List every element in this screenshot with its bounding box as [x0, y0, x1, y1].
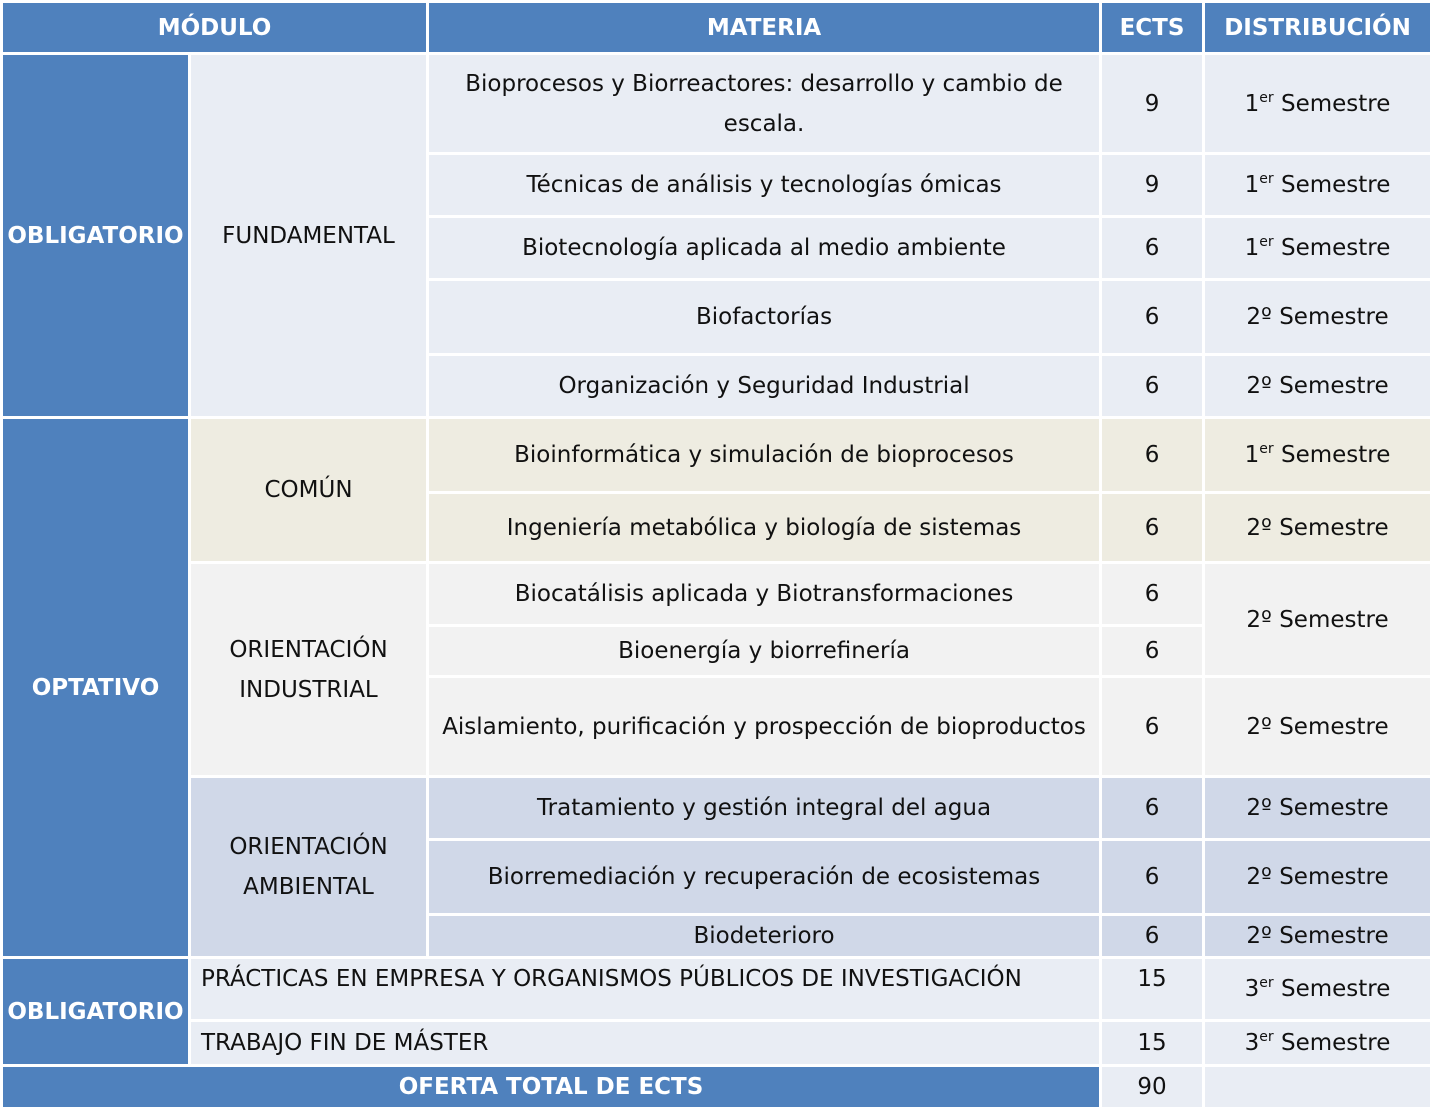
- ects-cell: 6: [1101, 493, 1204, 563]
- semestre-cell: 3er Semestre: [1204, 958, 1430, 1021]
- semestre-cell: 3er Semestre: [1204, 1021, 1430, 1066]
- table-row: [2, 777, 1430, 840]
- materia-cell: PRÁCTICAS EN EMPRESA Y ORGANISMOS PÚBLICOS DE INVESTIGACIÓN: [190, 958, 1101, 1021]
- ects-cell: 6: [1101, 777, 1204, 840]
- semestre-cell: 2º Semestre: [1204, 777, 1430, 840]
- ects-cell: 6: [1101, 355, 1204, 418]
- materia-cell: TRABAJO FIN DE MÁSTER: [190, 1021, 1101, 1066]
- group-orientacion-industrial: ORIENTACIÓN INDUSTRIAL: [190, 563, 428, 777]
- ects-cell: 6: [1101, 217, 1204, 280]
- section-optativo: OPTATIVO: [2, 418, 190, 958]
- table-row: [2, 418, 1430, 493]
- table-row: [2, 563, 1430, 626]
- semestre-cell: 2º Semestre: [1204, 677, 1430, 777]
- total-empty-cell: [1204, 1066, 1430, 1109]
- semestre-cell: 1er Semestre: [1204, 217, 1430, 280]
- semestre-cell: 2º Semestre: [1204, 915, 1430, 958]
- materia-cell: Biodeterioro: [428, 915, 1101, 958]
- ects-cell: 6: [1101, 563, 1204, 626]
- semestre-cell: 2º Semestre: [1204, 563, 1430, 677]
- table-row: [2, 1021, 1430, 1066]
- semestre-cell: 1er Semestre: [1204, 54, 1430, 154]
- header-ects: ECTS: [1101, 2, 1204, 54]
- ects-cell: 6: [1101, 280, 1204, 355]
- ects-cell: 6: [1101, 915, 1204, 958]
- materia-cell: Ingeniería metabólica y biología de sistemas: [428, 493, 1101, 563]
- ects-cell: 6: [1101, 840, 1204, 915]
- ects-cell: 6: [1101, 626, 1204, 677]
- header-modulo: MÓDULO: [2, 2, 428, 54]
- semestre-cell: 2º Semestre: [1204, 280, 1430, 355]
- ects-cell: 9: [1101, 54, 1204, 154]
- ects-cell: 9: [1101, 154, 1204, 217]
- materia-cell: Técnicas de análisis y tecnologías ómicas: [428, 154, 1101, 217]
- materia-cell: Biocatálisis aplicada y Biotransformaciones: [428, 563, 1101, 626]
- total-label: OFERTA TOTAL DE ECTS: [2, 1066, 1101, 1109]
- header-materia: MATERIA: [428, 2, 1101, 54]
- header-distribucion: DISTRIBUCIÓN: [1204, 2, 1430, 54]
- ects-cell: 6: [1101, 677, 1204, 777]
- group-fundamental: FUNDAMENTAL: [190, 54, 428, 418]
- total-row: [2, 1066, 1430, 1109]
- ects-cell: 15: [1101, 958, 1204, 1021]
- materia-cell: Biotecnología aplicada al medio ambiente: [428, 217, 1101, 280]
- materia-cell: Tratamiento y gestión integral del agua: [428, 777, 1101, 840]
- semestre-cell: 2º Semestre: [1204, 355, 1430, 418]
- materia-cell: Organización y Seguridad Industrial: [428, 355, 1101, 418]
- group-comun: COMÚN: [190, 418, 428, 563]
- section-obligatorio-final: OBLIGATORIO: [2, 958, 190, 1066]
- ects-cell: 15: [1101, 1021, 1204, 1066]
- semestre-cell: 2º Semestre: [1204, 493, 1430, 563]
- materia-cell: Bioprocesos y Biorreactores: desarrollo y cambio de escala.: [428, 54, 1101, 154]
- semestre-cell: 2º Semestre: [1204, 840, 1430, 915]
- section-obligatorio: OBLIGATORIO: [2, 54, 190, 418]
- materia-cell: Aislamiento, purificación y prospección de bioproductos: [428, 677, 1101, 777]
- materia-cell: Biofactorías: [428, 280, 1101, 355]
- materia-cell: Biorremediación y recuperación de ecosistemas: [428, 840, 1101, 915]
- header-row: [2, 2, 1430, 54]
- materia-cell: Bioenergía y biorrefinería: [428, 626, 1101, 677]
- materia-cell: Bioinformática y simulación de bioprocesos: [428, 418, 1101, 493]
- table-row: [2, 54, 1430, 154]
- semestre-cell: 1er Semestre: [1204, 154, 1430, 217]
- semestre-cell: 1er Semestre: [1204, 418, 1430, 493]
- group-orientacion-ambiental: ORIENTACIÓN AMBIENTAL: [190, 777, 428, 958]
- table-row: [2, 958, 1430, 1021]
- ects-cell: 6: [1101, 418, 1204, 493]
- total-value: 90: [1101, 1066, 1204, 1109]
